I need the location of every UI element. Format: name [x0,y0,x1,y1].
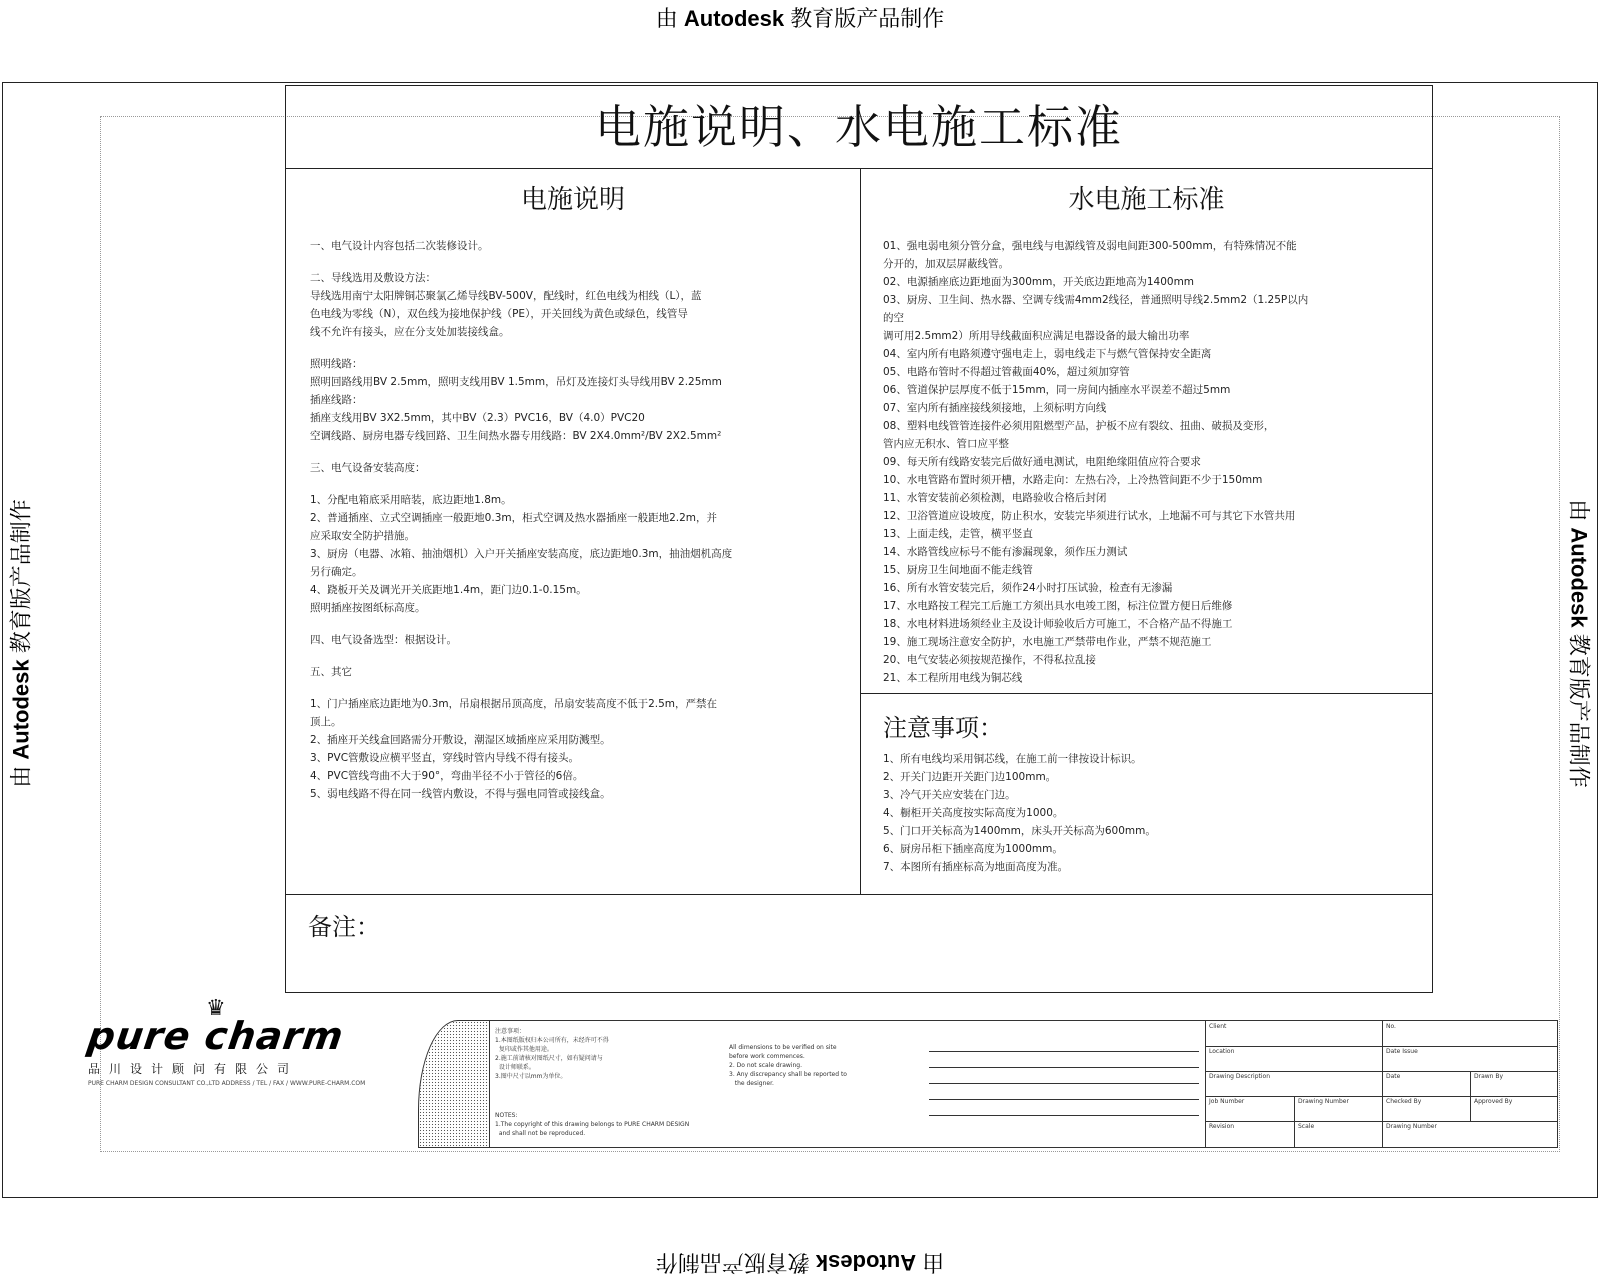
drawn-by-label: Drawn By [1474,1073,1504,1080]
approved-by-label: Approved By [1474,1098,1513,1105]
drawing-number-label: Drawing Number [1298,1098,1349,1105]
title-block-notes: 注意事项： 1.本图纸版权归本公司所有，未经许可不得 复印或作其他用途。 2.施工前请核对图纸尺寸，如有疑问请与 设计师联系。 3.图中尺寸以mm为单位。 [495,1028,609,1080]
list-item: 2、开关门边距开关距门边100mm。 [883,771,1057,783]
list-item: 08、塑料电线管管连接件必须用阻燃型产品，护板不应有裂纹、扭曲、破损及变形， 管内应无积水、管口应平整 [883,420,1275,450]
electrical-notes-body [310,237,740,803]
notice-section [861,693,1432,894]
notice-title: 注意事项： [883,714,1003,742]
list-item: 03、厨房、卫生间、热水器、空调专线需4mm2线径，普通照明导线2.5mm2（1.25P以内的空 调可用2.5mm2）所用导线截面积应满足电器设备的最大输出功率 [883,294,1309,342]
paragraph: 四、电气设备选型：根据设计。 [310,634,457,646]
job-number-label: Job Number [1209,1098,1245,1105]
watermark-right: 由 Autodesk 教育版产品制作 [1566,499,1592,788]
title-block-notes-en: NOTES: 1.The copyright of this drawing belongs to PURE CHARM DESIGN and shall not be reproduced. [495,1112,690,1137]
list-item: 16、所有水管安装完后，须作24小时打压试验，检查有无渗漏 [883,582,1173,594]
paragraph: 一、电气设计内容包括二次装修设计。 [310,240,489,252]
page-title: 电施说明、水电施工标准 [286,86,1432,169]
signature-line [929,1083,1199,1084]
list-item: 19、施工现场注意安全防护，水电施工严禁带电作业，严禁不规范施工 [883,636,1212,648]
drawing-description-label: Drawing Description [1209,1073,1271,1080]
watermark-top: 由 Autodesk 教育版产品制作 [655,6,945,31]
paragraph: 1、门户插座底边距地为0.3m，吊扇根据吊顶高度，吊扇安装高度不低于2.5m，严禁在 顶上。 2、插座开关线盒回路需分开敷设，潮湿区域插座应采用防溅型。 3、PVC管敷设应横平竖直，穿线时管内导线不得有接头。 4、PVC管线弯曲不大于90°，弯曲半径不小于管径的6倍。 5、弱电线路不得在同一线管内敷设，不得与强电同管或接线盒。 [310,698,718,800]
list-item: 07、室内所有插座接线须接地，上须标明方向线 [883,402,1107,414]
date-issue-label: Date Issue [1386,1048,1418,1055]
notice-list [883,750,1203,876]
company-logo [84,996,408,1096]
list-item: 1、所有电线均采用铜芯线，在施工前一律按设计标识。 [883,753,1142,765]
list-item: 11、水管安装前必须检测，电路验收合格后封闭 [883,492,1107,504]
signature-line [929,1067,1199,1068]
list-item: 06、管道保护层厚度不低于15mm，同一房间内插座水平误差不超过5mm [883,384,1231,396]
logo-company-name: 品川设计顾问有限公司 [88,1062,299,1076]
electrical-notes-section [286,169,861,894]
watermark-bottom: 由 Autodesk 教育版产品制作 [655,1250,945,1275]
list-item: 17、水电路按工程完工后施工方须出具水电竣工图，标注位置方便日后维修 [883,600,1233,612]
paragraph: 照明线路： 照明回路线用BV 2.5mm，照明支线用BV 1.5mm，吊灯及连接灯头导线用BV 2.25mm 插座线路： 插座支线用BV 3X2.5mm，其中BV（2.3）PVC16，BV（4.0）PVC20 空调线路、厨房电器专线回路、卫生间热水器专用线路：BV 2X4.0mm²/BV 2X2.5mm² [310,358,722,442]
signature-line [929,1099,1199,1100]
list-item: 3、冷气开关应安装在门边。 [883,789,1016,801]
construction-standard-section [861,169,1432,894]
list-item: 13、上面走线，走管，横平竖直 [883,528,1033,540]
drawing-number-label-2: Drawing Number [1386,1123,1437,1130]
list-item: 05、电路布管时不得超过管截面40%，超过须加穿管 [883,366,1130,378]
crown-icon: ♛ [206,996,226,1021]
title-block-middle-notes: All dimensions to be verified on site before work commences. 2. Do not scale drawing. 3. Any discrepancy shall be reported to the designer. [729,1044,847,1087]
remarks-section [286,894,1432,993]
list-item: 01、强电弱电须分管分盒，强电线与电源线管及弱电间距300-500mm，有特殊情况不能 分开的，加双层屏蔽线管。 [883,240,1297,270]
list-item: 21、本工程所用电线为铜芯线 [883,672,1023,684]
section-title: 电施说明 [520,185,625,215]
client-label: Client [1209,1023,1227,1030]
signature-line [929,1051,1199,1052]
scale-label: Scale [1298,1123,1315,1130]
paragraph: 五、其它 [310,666,352,678]
paragraph: 二、导线选用及敷设方法： 导线选用南宁太阳牌铜芯聚氯乙烯导线BV-500V，配线时，红色电线为相线（L），蓝 色电线为零线（N），双色线为接地保护线（PE），开关回线为黄色或绿色，线管导 线不允许有接头，应在分支处加装接线盒。 [310,272,702,338]
list-item: 09、每天所有线路安装完后做好通电测试，电阻绝缘阻值应符合要求 [883,456,1201,468]
standard-list [883,237,1313,687]
list-item: 20、电气安装必须按规范操作，不得私拉乱接 [883,654,1096,666]
remarks-label: 备注： [308,913,380,941]
title-block-grid [1205,1021,1558,1147]
list-item: 12、卫浴管道应设坡度，防止积水，安装完毕须进行试水，上地漏不可与其它下水管共用 [883,510,1296,522]
list-item: 7、本图所有插座标高为地面高度为准。 [883,861,1069,873]
list-item: 18、水电材料进场须经业主及设计师验收后方可施工，不合格产品不得施工 [883,618,1233,630]
revision-label: Revision [1209,1123,1235,1130]
title-block [418,1020,1558,1148]
date-label: Date [1386,1073,1401,1080]
signature-line [929,1115,1199,1116]
list-item: 5、门口开关标高为1400mm，床头开关标高为600mm。 [883,825,1156,837]
logo-address: PURE CHARM DESIGN CONSULTANT CO.,LTD ADDRESS / TEL / FAX / WWW.PURE-CHARM.COM [88,1080,366,1087]
location-label: Location [1209,1048,1235,1055]
watermark-left: 由 Autodesk 教育版产品制作 [8,499,34,788]
paragraph: 三、电气设备安装高度： [310,462,426,474]
no-label: No. [1386,1023,1396,1030]
list-item: 02、电源插座底边距地面为300mm，开关底边距地高为1400mm [883,276,1195,288]
list-item: 6、厨房吊柜下插座高度为1000mm。 [883,843,1063,855]
list-item: 04、室内所有电路须遵守强电走上，弱电线走下与燃气管保持安全距离 [883,348,1212,360]
logo-wordmark: pure charm [84,1014,347,1058]
list-item: 4、橱柜开关高度按实际高度为1000。 [883,807,1064,819]
section-title: 水电施工标准 [1068,185,1225,215]
list-item: 10、水电管路布置时须开槽，水路走向：左热右冷，上冷热管间距不少于150mm [883,474,1263,486]
drawing-sheet [285,85,1433,993]
checked-by-label: Checked By [1386,1098,1422,1105]
paragraph: 1、分配电箱底采用暗装，底边距地1.8m。 2、普通插座、立式空调插座一般距地0.3m，柜式空调及热水器插座一般距地2.2m，并 应采取安全防护措施。 3、厨房（电器、冰箱、抽油烟机）入户开关插座安装高度，底边距地0.3m，抽油烟机高度 另行确定。 4、跷板开关及调光开关底距地1.4m，距门边0.1-0.15m。 照明插座按图纸标高度。 [310,494,733,614]
list-item: 14、水路管线应标号不能有渗漏现象，须作压力测试 [883,546,1128,558]
list-item: 15、厨房卫生间地面不能走线管 [883,564,1033,576]
